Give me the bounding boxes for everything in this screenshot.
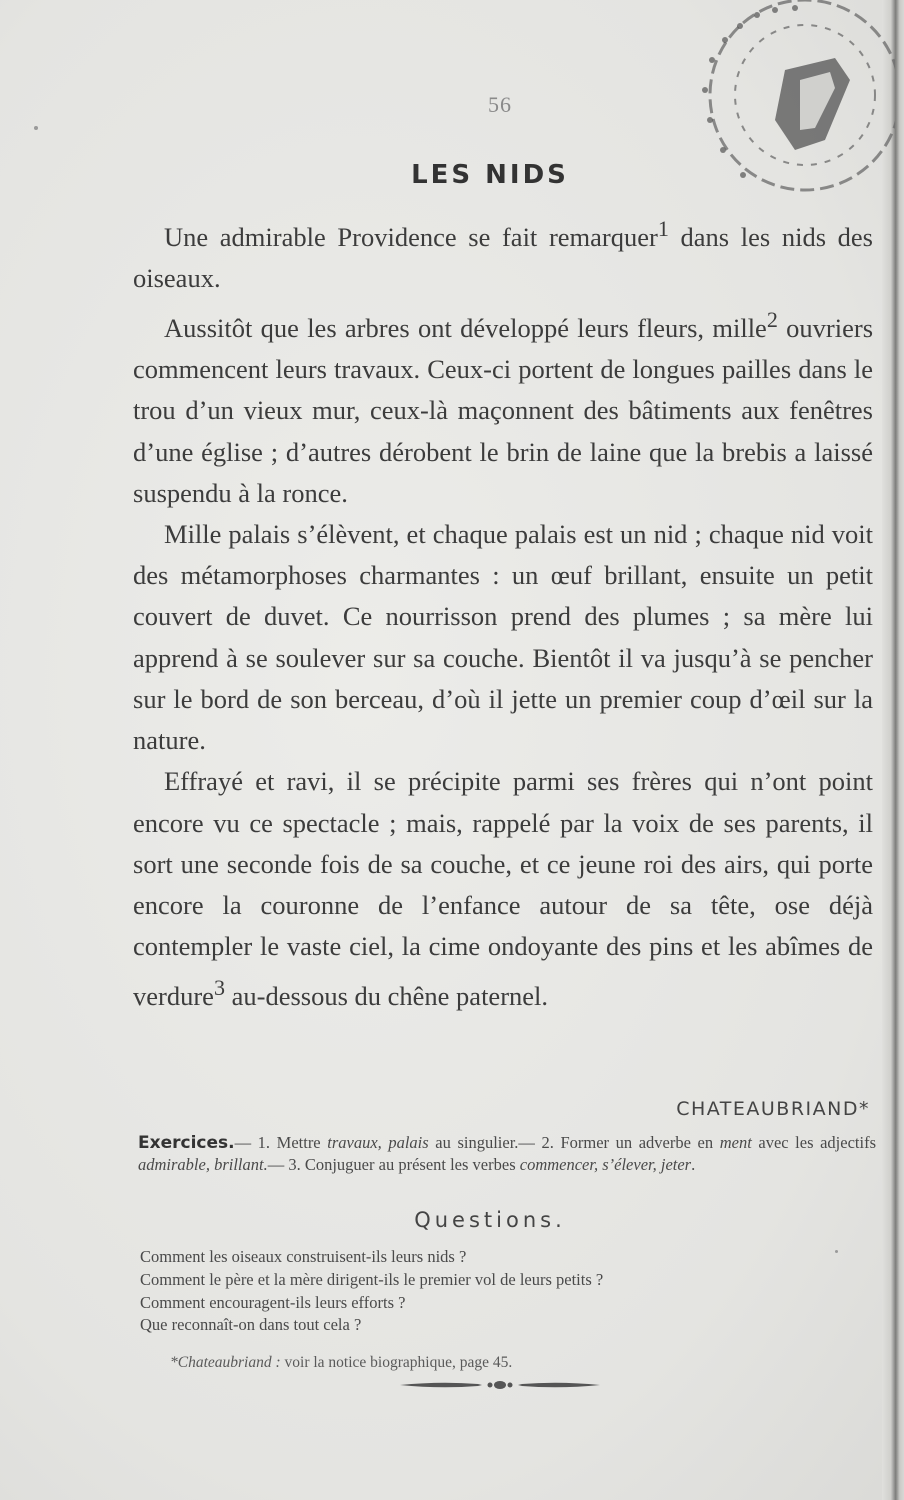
- page-number: 56: [488, 92, 512, 117]
- paragraph-text: Mille palais s’élèvent, et chaque palais est un nid ; chaque nid voit des métamorphoses charmantes : un œuf brillant, ensuite un petit couvert de duvet. Ce nourrisson prend des plumes ; sa mère lui apprend à se soulever sur sa couche. Bientôt il va jusqu’à se pencher sur le bord de son berceau, d’où il jette un premier coup d’œil sur la nature.: [133, 519, 873, 756]
- author-signature: CHATEAUBRIAND*: [676, 1098, 870, 1120]
- chapter-title: LES NIDS: [411, 160, 569, 190]
- paragraph-4: [133, 761, 873, 1017]
- paragraph-text: Une admirable Providence se fait remarquer: [164, 221, 658, 252]
- exercise-text: .: [691, 1155, 696, 1174]
- questions-list: [140, 1246, 880, 1337]
- exercise-italic: ment: [719, 1133, 752, 1152]
- question-item: Comment encouragent-ils leurs efforts ?: [140, 1292, 406, 1312]
- exercise-text: avec les adjectifs: [751, 1133, 876, 1152]
- questions-title: Questions.: [414, 1208, 566, 1232]
- question-item: Comment les oiseaux construisent-ils leurs nids ?: [140, 1247, 467, 1266]
- footnote-ref: 3: [213, 975, 225, 1001]
- question-item: Comment le père et la mère dirigent-ils le premier vol de leurs petits ?: [140, 1269, 604, 1289]
- question-item: Que reconnaît-on dans tout cela ?: [140, 1315, 362, 1335]
- footnote-name: *Chateaubriand :: [170, 1354, 281, 1371]
- paragraph-2: [133, 299, 873, 514]
- exercise-text: — 3. Conjuguer au présent les verbes: [267, 1155, 520, 1174]
- paragraph-3: [133, 514, 873, 761]
- paper-speck: [34, 126, 38, 130]
- exercise-text: — 1. Mettre: [234, 1133, 328, 1152]
- paragraph-text: au-dessous du chêne paternel.: [224, 981, 549, 1012]
- library-stamp: [665, 0, 895, 230]
- footnote-ref: 2: [766, 307, 778, 333]
- footnote-text: voir la notice biographique, page 45.: [280, 1354, 513, 1371]
- paragraph-1: [133, 208, 873, 299]
- footnote: [170, 1354, 770, 1372]
- ornament-divider: [400, 1378, 600, 1392]
- footnote-ref: 1: [657, 216, 669, 241]
- exercises-block: [138, 1132, 876, 1176]
- exercise-text: au singulier.— 2. Former un adverbe en: [428, 1133, 720, 1152]
- paper-speck: [835, 1250, 838, 1253]
- exercises-label: Exercices.: [138, 1133, 235, 1153]
- exercise-italic: admirable, brillant.: [138, 1155, 268, 1174]
- exercise-italic: travaux, palais: [327, 1133, 429, 1152]
- paragraph-text: Effrayé et ravi, il se précipite parmi ses frères qui n’ont point encore vu ce spectacle ; mais, rappelé par la voix de ses parents, il sort une seconde fois de sa couche, et ce jeune roi des airs, qui porte encore la couronne de l’enfance autour de sa tête, ose déjà contempler le vaste ciel, la cime ondoyante des pins et les abîmes de verdure: [133, 766, 873, 1012]
- main-text: [133, 208, 873, 1017]
- exercise-italic: commencer, s’élever, jeter: [519, 1155, 692, 1174]
- paragraph-text: dans les nids des oiseaux.: [133, 221, 873, 294]
- paragraph-text: Aussitôt que les arbres ont développé leurs fleurs, mille: [164, 313, 767, 344]
- paragraph-text: ouvriers commencent leurs travaux. Ceux-ci portent de longues pailles dans le trou d’un vieux mur, ceux-là maçonnent des bâtiments aux fenêtres d’une église ; d’autres dérobent le brin de laine que la brebis a laissé suspendu à la ronce.: [133, 313, 874, 508]
